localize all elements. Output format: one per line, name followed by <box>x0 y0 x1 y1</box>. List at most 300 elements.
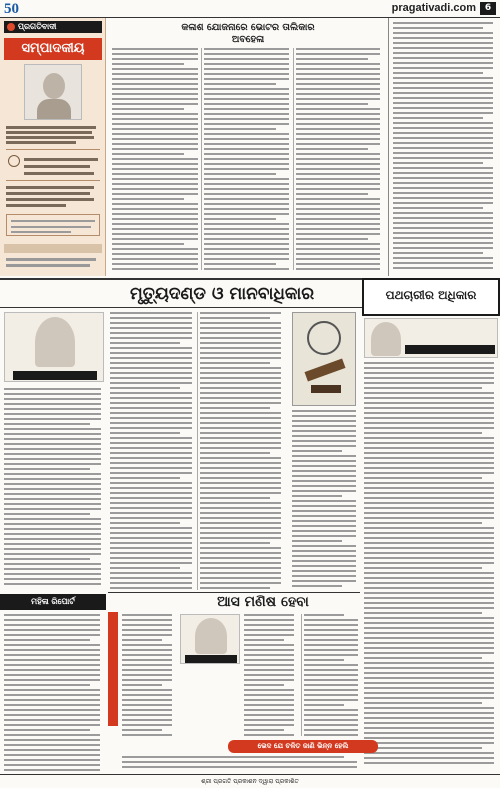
text-line <box>393 27 483 29</box>
text-line <box>110 327 192 329</box>
text-line <box>296 123 380 125</box>
noose-icon <box>307 321 341 355</box>
text-line <box>292 465 356 467</box>
text-line <box>296 53 380 55</box>
text-line <box>110 372 192 374</box>
text-line <box>112 148 198 150</box>
anniversary-logo: 50 <box>4 1 19 17</box>
text-line <box>112 193 198 195</box>
text-line <box>393 227 493 229</box>
column-rule <box>197 312 198 590</box>
text-line <box>296 98 380 100</box>
text-line <box>393 267 493 269</box>
text-line <box>110 427 192 429</box>
text-line <box>4 408 101 410</box>
text-line <box>112 63 184 65</box>
text-line <box>393 122 493 124</box>
text-line <box>110 332 192 334</box>
text-line <box>112 238 198 240</box>
text-line <box>364 442 494 444</box>
text-line <box>110 527 192 529</box>
text-line <box>204 58 289 60</box>
text-line <box>364 697 494 699</box>
text-line <box>204 203 289 205</box>
text-line <box>393 187 493 189</box>
text-line <box>244 619 294 621</box>
text-line <box>364 542 494 544</box>
text-line <box>110 317 192 319</box>
text-line <box>110 552 192 554</box>
text-line <box>364 742 494 744</box>
text-line <box>304 689 358 691</box>
text-line <box>393 147 493 149</box>
text-line <box>122 639 162 641</box>
text-line <box>296 128 380 130</box>
text-line <box>364 562 494 564</box>
contact-strip <box>4 244 102 253</box>
text-line <box>204 258 289 260</box>
text-line <box>112 168 198 170</box>
text-line <box>200 337 281 339</box>
text-line <box>292 555 356 557</box>
text-line <box>296 48 380 50</box>
text-line <box>292 475 356 477</box>
text-line <box>204 218 276 220</box>
text-line <box>364 647 494 649</box>
text-line <box>244 719 294 721</box>
text-line <box>110 387 180 389</box>
text-line <box>200 517 281 519</box>
text-line <box>393 197 493 199</box>
text-line <box>200 537 281 539</box>
text-line <box>204 68 289 70</box>
text-line <box>292 485 356 487</box>
text-line <box>244 649 294 651</box>
text-line <box>364 462 494 464</box>
text-line <box>244 689 294 691</box>
text-line <box>364 402 494 404</box>
text-line <box>122 664 172 666</box>
text-line <box>110 397 192 399</box>
text-line <box>4 578 101 580</box>
text-line <box>393 232 493 234</box>
text-line <box>200 527 281 529</box>
text-line <box>122 619 172 621</box>
text-line <box>304 674 358 676</box>
text-line <box>393 47 493 49</box>
text-line <box>200 482 281 484</box>
text-line <box>200 562 281 564</box>
text-line <box>4 684 90 686</box>
text-line <box>4 644 100 646</box>
page-number: 6 <box>480 2 496 15</box>
text-line <box>244 694 294 696</box>
text-line <box>204 73 289 75</box>
text-line <box>4 724 100 726</box>
text-line <box>112 258 198 260</box>
text-line <box>244 669 294 671</box>
text-line <box>364 607 494 609</box>
text-line <box>110 382 192 384</box>
text-line <box>204 48 289 50</box>
text-line <box>112 78 198 80</box>
text-line <box>393 52 493 54</box>
text-line <box>4 428 101 430</box>
text-line <box>364 722 494 724</box>
text-line <box>304 644 358 646</box>
text-line <box>304 629 358 631</box>
text-line <box>364 552 494 554</box>
text-line <box>292 445 356 447</box>
divider <box>6 180 100 181</box>
text-line <box>4 679 100 681</box>
text-line <box>200 387 281 389</box>
text-line <box>4 443 101 445</box>
text-line <box>200 367 281 369</box>
text-line <box>292 515 356 517</box>
text-line <box>204 183 289 185</box>
text-line <box>296 88 380 90</box>
text-line <box>364 412 494 414</box>
text-line <box>4 669 100 671</box>
text-line <box>200 477 281 479</box>
timing-line <box>6 204 66 207</box>
text-line <box>204 188 289 190</box>
text-line <box>204 263 276 265</box>
text-line <box>244 684 284 686</box>
text-line <box>4 423 90 425</box>
text-line <box>4 739 100 741</box>
text-line <box>4 694 100 696</box>
text-line <box>4 523 101 525</box>
text-line <box>204 153 289 155</box>
text-line <box>112 143 198 145</box>
text-line <box>364 557 494 559</box>
text-line <box>122 734 172 736</box>
text-line <box>244 629 294 631</box>
text-line <box>393 57 493 59</box>
text-line <box>204 173 276 175</box>
text-line <box>4 543 101 545</box>
text-line <box>112 243 184 245</box>
text-line <box>393 132 493 134</box>
quote-line <box>6 136 94 139</box>
text-line <box>204 228 289 230</box>
text-line <box>292 425 356 427</box>
text-line <box>200 412 281 414</box>
text-line <box>296 143 380 145</box>
text-line <box>393 182 493 184</box>
text-line <box>110 522 180 524</box>
text-line <box>304 679 358 681</box>
text-line <box>292 495 342 497</box>
text-line <box>292 480 356 482</box>
bottom-headline: ଆସ ମଣିଷ ହେବା <box>217 594 309 610</box>
text-line <box>112 268 198 270</box>
text-line <box>292 545 356 547</box>
text-line <box>296 268 380 270</box>
text-line <box>364 527 494 529</box>
text-line <box>4 473 101 475</box>
text-line <box>122 669 172 671</box>
text-line <box>122 704 172 706</box>
text-line <box>393 112 493 114</box>
email-line <box>6 258 96 261</box>
text-line <box>296 73 380 75</box>
text-line <box>244 644 294 646</box>
text-line <box>4 493 101 495</box>
text-line <box>110 457 192 459</box>
text-line <box>112 213 198 215</box>
text-line <box>393 117 483 119</box>
text-line <box>4 498 101 500</box>
text-line <box>204 53 289 55</box>
text-line <box>4 573 101 575</box>
text-line <box>200 492 281 494</box>
text-line <box>364 717 494 719</box>
text-line <box>204 148 289 150</box>
text-line <box>296 203 380 205</box>
text-line <box>364 652 494 654</box>
text-line <box>4 674 100 676</box>
text-line <box>4 468 90 470</box>
text-line <box>4 403 101 405</box>
text-line <box>200 357 281 359</box>
text-line <box>4 513 90 515</box>
text-line <box>112 138 198 140</box>
text-line <box>364 592 494 594</box>
text-line <box>110 562 192 564</box>
text-line <box>4 624 100 626</box>
text-line <box>393 152 493 154</box>
text-line <box>110 577 192 579</box>
text-line <box>200 572 281 574</box>
text-line <box>4 463 101 465</box>
text-line <box>4 438 101 440</box>
text-line <box>393 177 493 179</box>
text-line <box>110 542 192 544</box>
text-line <box>292 415 356 417</box>
text-line <box>364 367 494 369</box>
text-line <box>110 487 192 489</box>
text-line <box>122 614 172 616</box>
editorial-sidebar <box>0 18 106 276</box>
website-label: pragativadi.com <box>391 2 476 14</box>
portrait-illustration <box>24 64 82 120</box>
text-line <box>364 677 494 679</box>
text-line <box>244 659 294 661</box>
text-line <box>204 248 289 250</box>
text-line <box>122 699 172 701</box>
text-line <box>112 248 198 250</box>
text-line <box>4 558 90 560</box>
text-line <box>296 158 380 160</box>
right-author-card <box>364 318 498 358</box>
text-line <box>204 243 289 245</box>
text-line <box>393 92 493 94</box>
text-line <box>4 483 101 485</box>
text-line <box>364 407 494 409</box>
text-line <box>364 672 494 674</box>
text-line <box>296 248 380 250</box>
text-line <box>112 48 198 50</box>
text-line <box>122 729 162 731</box>
text-line <box>364 502 494 504</box>
text-line <box>393 262 493 264</box>
timing-line <box>6 192 90 195</box>
text-line <box>200 382 281 384</box>
text-line <box>364 567 482 569</box>
text-line <box>110 422 192 424</box>
text-line <box>364 437 494 439</box>
text-line <box>4 704 100 706</box>
text-line <box>122 766 357 768</box>
text-line <box>112 93 198 95</box>
text-line <box>112 113 198 115</box>
text-line <box>4 548 101 550</box>
bottom-banner: ଭେଦ ଯେ ଚଳିତ ଜାଣି ଭିନ୍ନ ହେଲି <box>228 740 378 753</box>
text-line <box>364 687 494 689</box>
text-line <box>393 247 493 249</box>
text-line <box>304 649 358 651</box>
text-line <box>4 533 101 535</box>
text-line <box>122 684 162 686</box>
text-line <box>364 657 482 659</box>
text-line <box>244 614 294 616</box>
text-line <box>393 217 493 219</box>
text-line <box>364 387 482 389</box>
text-line <box>393 222 493 224</box>
text-line <box>200 422 281 424</box>
text-line <box>296 63 380 65</box>
text-line <box>204 83 276 85</box>
text-line <box>364 747 482 749</box>
text-line <box>364 422 494 424</box>
text-line <box>292 530 356 532</box>
text-line <box>110 582 192 584</box>
text-line <box>200 342 281 344</box>
text-line <box>200 407 270 409</box>
text-line <box>200 332 281 334</box>
text-line <box>292 560 356 562</box>
text-line <box>304 724 358 726</box>
text-line <box>4 518 101 520</box>
divider <box>108 592 360 593</box>
text-line <box>110 402 192 404</box>
text-line <box>296 213 380 215</box>
text-line <box>296 263 380 265</box>
text-line <box>296 183 380 185</box>
text-line <box>393 67 493 69</box>
date-line <box>24 172 94 175</box>
text-line <box>204 123 289 125</box>
text-line <box>4 503 101 505</box>
text-line <box>292 450 342 452</box>
text-line <box>304 709 358 711</box>
text-line <box>292 430 356 432</box>
text-line <box>4 664 100 666</box>
text-line <box>393 102 493 104</box>
text-line <box>244 624 294 626</box>
text-line <box>296 118 380 120</box>
text-line <box>122 709 172 711</box>
text-line <box>4 769 100 771</box>
text-line <box>364 537 494 539</box>
text-line <box>112 53 198 55</box>
text-line <box>112 108 184 110</box>
text-line <box>304 639 358 641</box>
text-line <box>110 472 192 474</box>
author-portrait <box>35 317 75 367</box>
text-line <box>292 575 356 577</box>
text-line <box>292 510 356 512</box>
text-line <box>296 108 380 110</box>
text-line <box>304 704 344 706</box>
text-line <box>364 597 494 599</box>
text-line <box>296 238 368 240</box>
text-line <box>204 78 289 80</box>
text-line <box>296 133 380 135</box>
text-line <box>112 253 198 255</box>
text-line <box>244 654 294 656</box>
text-line <box>4 629 100 631</box>
text-line <box>4 634 100 636</box>
text-line <box>204 193 289 195</box>
text-line <box>112 233 198 235</box>
text-line <box>110 342 180 344</box>
text-line <box>200 467 281 469</box>
text-line <box>393 42 493 44</box>
author-byline <box>13 371 97 380</box>
text-line <box>364 517 494 519</box>
text-line <box>364 587 494 589</box>
text-line <box>393 72 483 74</box>
text-line <box>244 639 284 641</box>
text-line <box>204 113 289 115</box>
text-line <box>4 614 100 616</box>
text-line <box>122 689 172 691</box>
text-line <box>200 457 281 459</box>
masthead <box>0 0 500 18</box>
text-line <box>296 228 380 230</box>
text-line <box>110 337 192 339</box>
text-line <box>304 624 358 626</box>
text-line <box>304 669 358 671</box>
text-line <box>292 440 356 442</box>
text-line <box>4 508 101 510</box>
text-line <box>4 453 101 455</box>
text-line <box>292 565 356 567</box>
text-line <box>4 528 101 530</box>
text-line <box>4 749 100 751</box>
text-line <box>4 538 101 540</box>
text-line <box>364 622 494 624</box>
text-line <box>304 719 358 721</box>
text-line <box>296 243 380 245</box>
text-line <box>296 103 368 105</box>
text-line <box>244 724 294 726</box>
text-line <box>296 113 380 115</box>
text-line <box>112 133 198 135</box>
text-line <box>110 517 192 519</box>
text-line <box>200 487 281 489</box>
text-line <box>364 617 494 619</box>
text-line <box>110 312 192 314</box>
text-line <box>364 432 482 434</box>
text-line <box>4 734 100 736</box>
text-line <box>364 762 494 764</box>
text-line <box>364 662 494 664</box>
